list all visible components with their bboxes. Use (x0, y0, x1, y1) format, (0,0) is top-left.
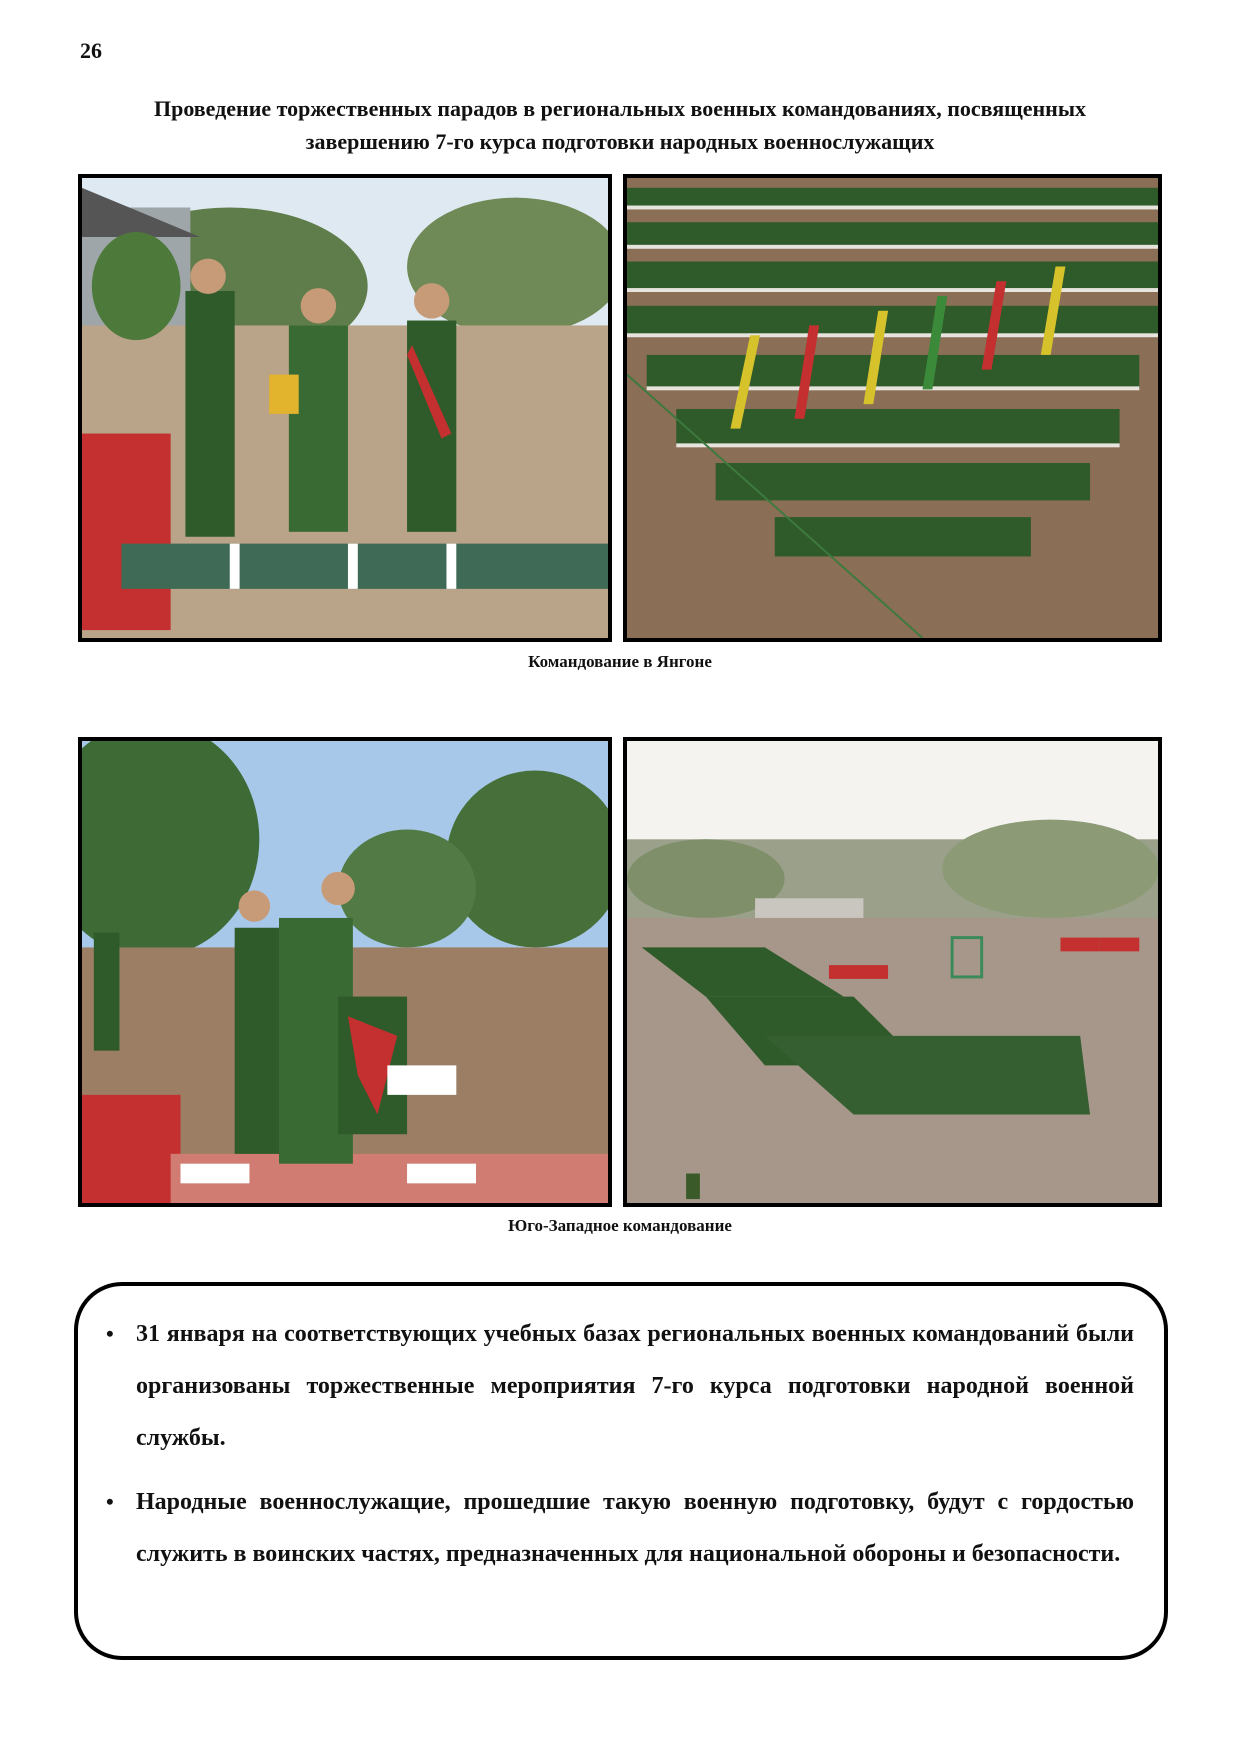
caption-yangon: Командование в Янгоне (528, 652, 712, 671)
page-title (70, 92, 1170, 158)
photo-award-ceremony (78, 737, 612, 1207)
info-item (106, 1476, 1134, 1580)
bullet-icon: • (106, 1489, 114, 1514)
photo-marching-flags (623, 174, 1162, 642)
page-number: 26 (80, 38, 102, 63)
page-title-line-1: Проведение торжественных парадов в региональных военных командованиях, посвященных (154, 96, 1086, 121)
info-item-text: 31 января на соответствующих учебных базах региональных военных командований были организованы торжественные мероприятия 7-го курса подготовки народной военной службы. (136, 1321, 1134, 1451)
info-box (74, 1282, 1168, 1660)
photo-parade-ground (623, 737, 1162, 1207)
info-list (106, 1308, 1134, 1580)
info-item (106, 1308, 1134, 1464)
bullet-icon: • (106, 1321, 114, 1346)
page-title-line-2: завершению 7-го курса подготовки народных военнослужащих (305, 129, 935, 154)
photo-salute-ceremony (78, 174, 612, 642)
info-item-text: Народные военнослужащие, прошедшие такую военную подготовку, будут с гордостью служить в воинских частях, предназначенных для национальной обороны и безопасности. (136, 1489, 1134, 1567)
caption-southwest: Юго-Западное командование (508, 1216, 732, 1235)
